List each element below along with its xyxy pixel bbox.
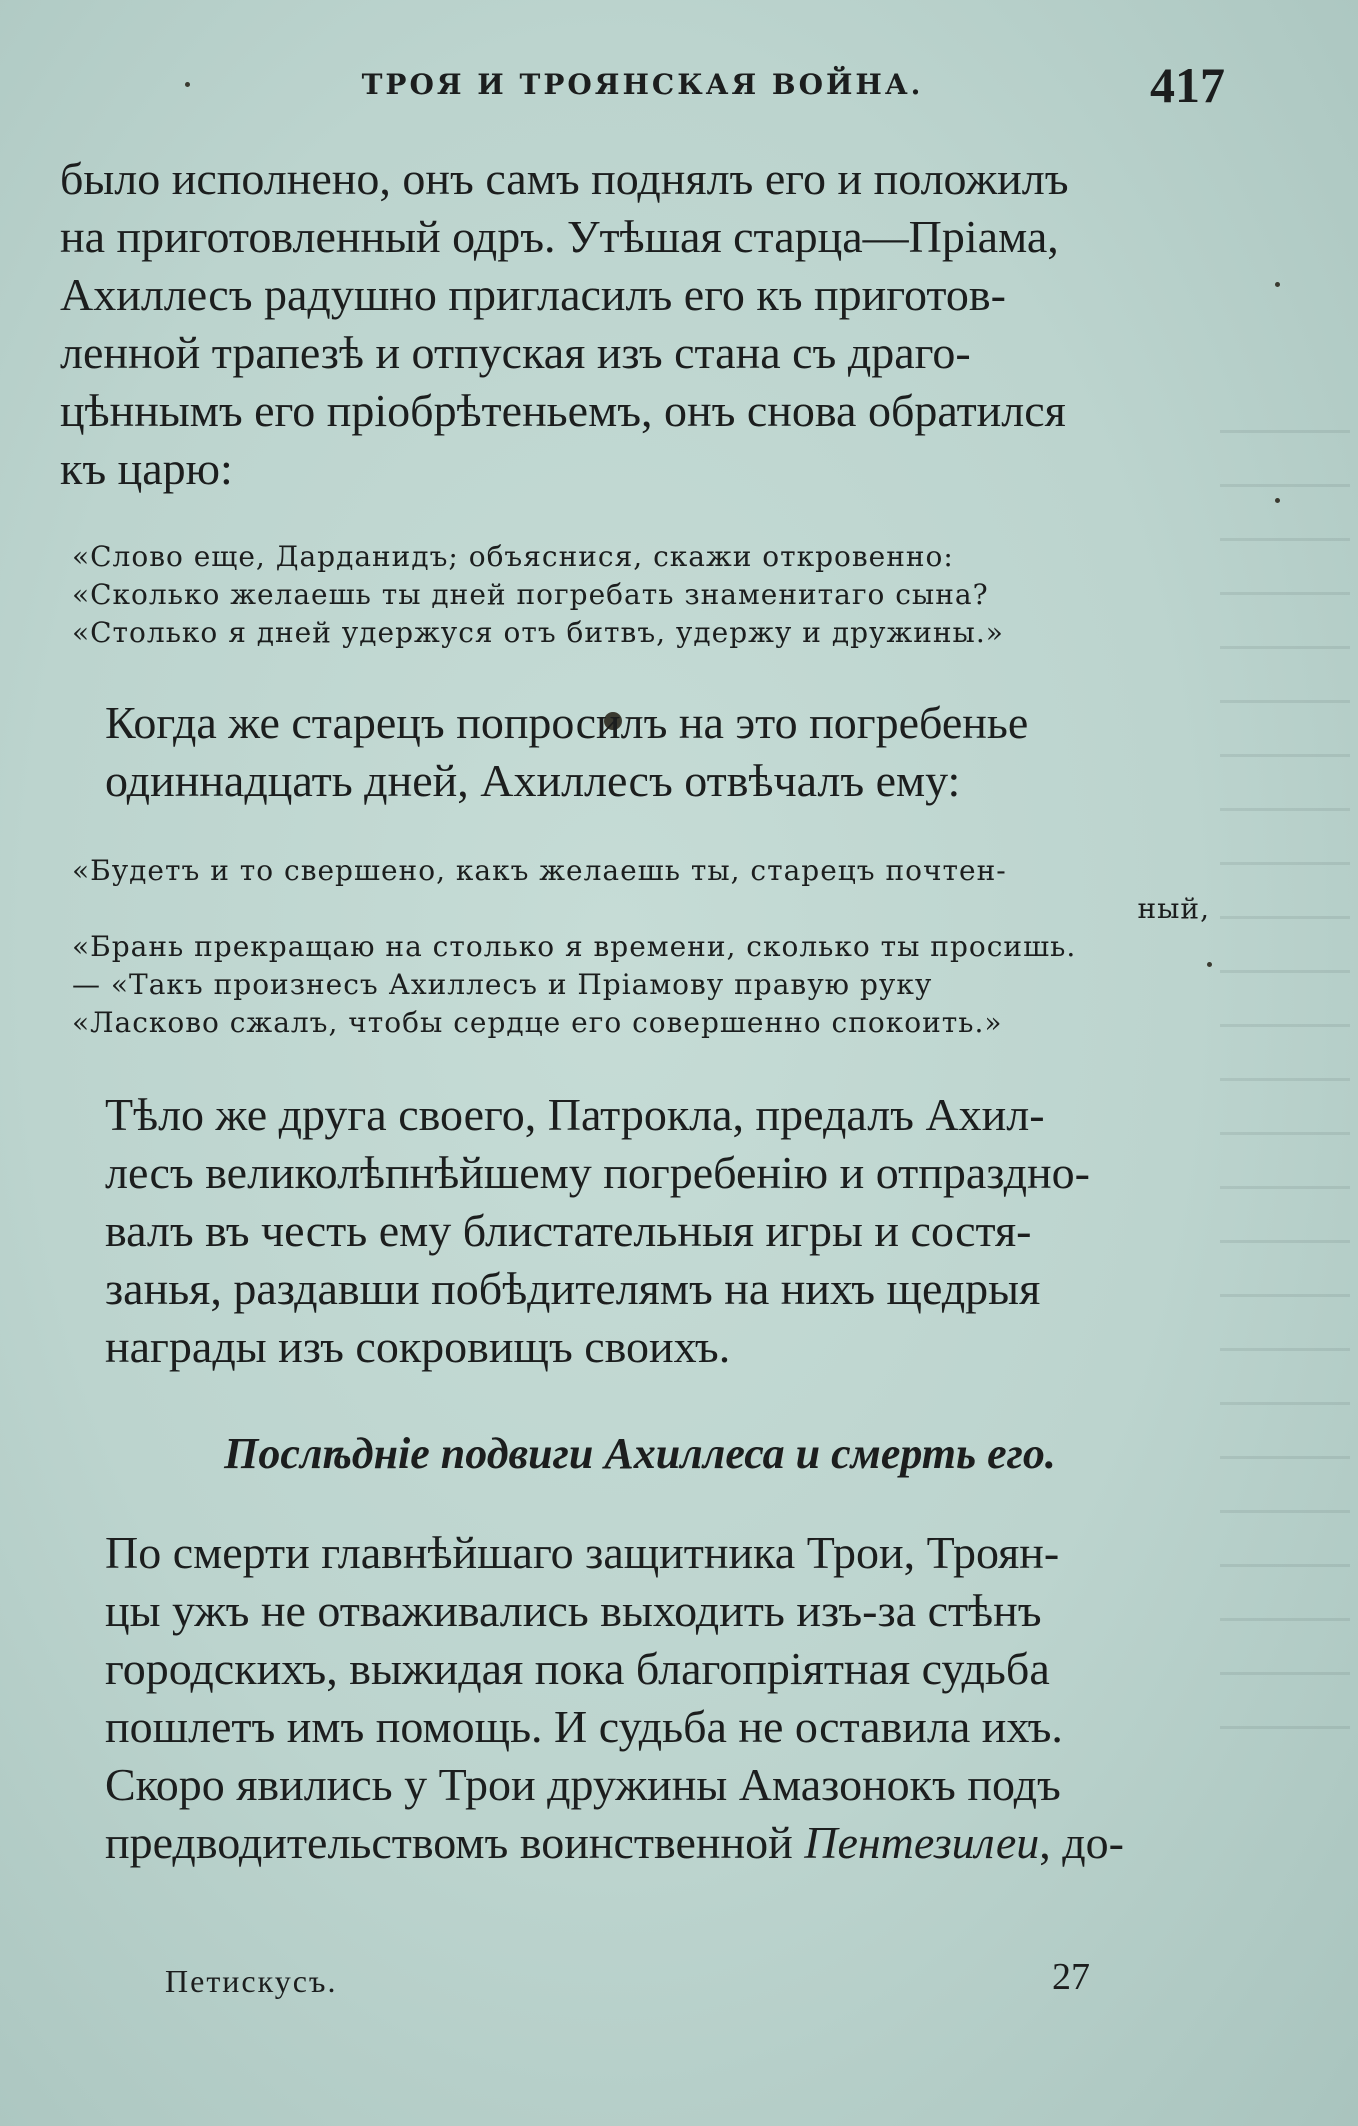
paragraph-1 [60, 150, 1220, 498]
page-body [60, 150, 1220, 1872]
text-line: По смерти главнѣйшаго защитника Трои, Троян- [105, 1527, 1060, 1578]
text-segment: , до- [1039, 1817, 1125, 1868]
page-header [60, 56, 1225, 116]
ink-speck [1275, 498, 1280, 503]
text-line: городскихъ, выжидая пока благопріятная судьба [105, 1643, 1050, 1694]
signature-author: Петискусъ. [165, 1963, 338, 1999]
text-line: къ царю: [60, 443, 233, 494]
text-line: ленной трапезѣ и отпуская изъ стана съ драго- [60, 327, 971, 378]
paragraph-3 [60, 1086, 1220, 1376]
show-through-texture [1220, 430, 1350, 1730]
page-number: 417 [1150, 57, 1225, 113]
verse-quote-1 [60, 538, 1220, 652]
paragraph-2 [60, 694, 1220, 810]
text-line: было исполнено, онъ самъ поднялъ его и положилъ [60, 153, 1069, 204]
text-line: занья, раздавши побѣдителямъ на нихъ щедрыя [105, 1263, 1041, 1314]
italic-name: Пентезилеи [804, 1817, 1040, 1868]
text-segment: предводительствомъ воинственной [105, 1817, 805, 1868]
verse-quote-2 [60, 852, 1220, 1042]
verse-line: «Будетъ и то свершено, какъ желаешь ты, старецъ почтен- [72, 854, 1007, 887]
verse-line: «Столько я дней удержуся отъ битвъ, удержу и дружины.» [72, 616, 1004, 649]
text-line: цѣннымъ его пріобрѣтеньемъ, онъ снова обратился [60, 385, 1066, 436]
text-line: лесъ великолѣпнѣйшему погребенію и отпраздно- [105, 1147, 1090, 1198]
section-heading: Послѣдніе подвиги Ахиллеса и смерть его. [224, 1429, 1056, 1478]
text-line: на приготовленный одръ. Утѣшая старца—Пріама, [60, 211, 1059, 262]
signature-mark: 27 [1052, 1956, 1090, 1998]
text-line: Скоро явились у Трои дружины Амазонокъ подъ [105, 1759, 1061, 1810]
text-line: пошлетъ имъ помощь. И судьба не оставила ихъ. [105, 1701, 1063, 1752]
text-line: Тѣло же друга своего, Патрокла, предалъ Ахил- [105, 1089, 1045, 1140]
text-line: Когда же старецъ попросилъ на это погребенье [105, 697, 1029, 748]
ink-speck [1275, 282, 1280, 287]
text-line: цы ужъ не отваживались выходить изъ-за стѣнъ [105, 1585, 1042, 1636]
text-line: Ахиллесъ радушно пригласилъ его къ приготов- [60, 269, 1006, 320]
verse-line: «Ласково сжалъ, чтобы сердце его совершенно спокоить.» [72, 1006, 1003, 1039]
verse-line: «Брань прекращаю на столько я времени, сколько ты просишь. [72, 930, 1077, 963]
verse-line: «Сколько желаешь ты дней погребать знаменитаго сына? [72, 578, 989, 611]
verse-line: — «Такъ произнесъ Ахиллесъ и Пріамову правую руку [72, 968, 933, 1001]
paragraph-4 [60, 1524, 1220, 1872]
verse-line-continuation: ный, [1137, 892, 1210, 925]
text-line [60, 1814, 1220, 1872]
text-line: одиннадцать дней, Ахиллесъ отвѣчалъ ему: [105, 755, 961, 806]
text-line: награды изъ сокровищъ своихъ. [105, 1321, 731, 1372]
text-line: валъ въ честь ему блистательныя игры и состя- [105, 1205, 1032, 1256]
verse-line: «Слово еще, Дарданидъ; объяснися, скажи откровенно: [72, 540, 954, 573]
running-title: ТРОЯ И ТРОЯНСКАЯ ВОЙНА. [361, 68, 924, 101]
